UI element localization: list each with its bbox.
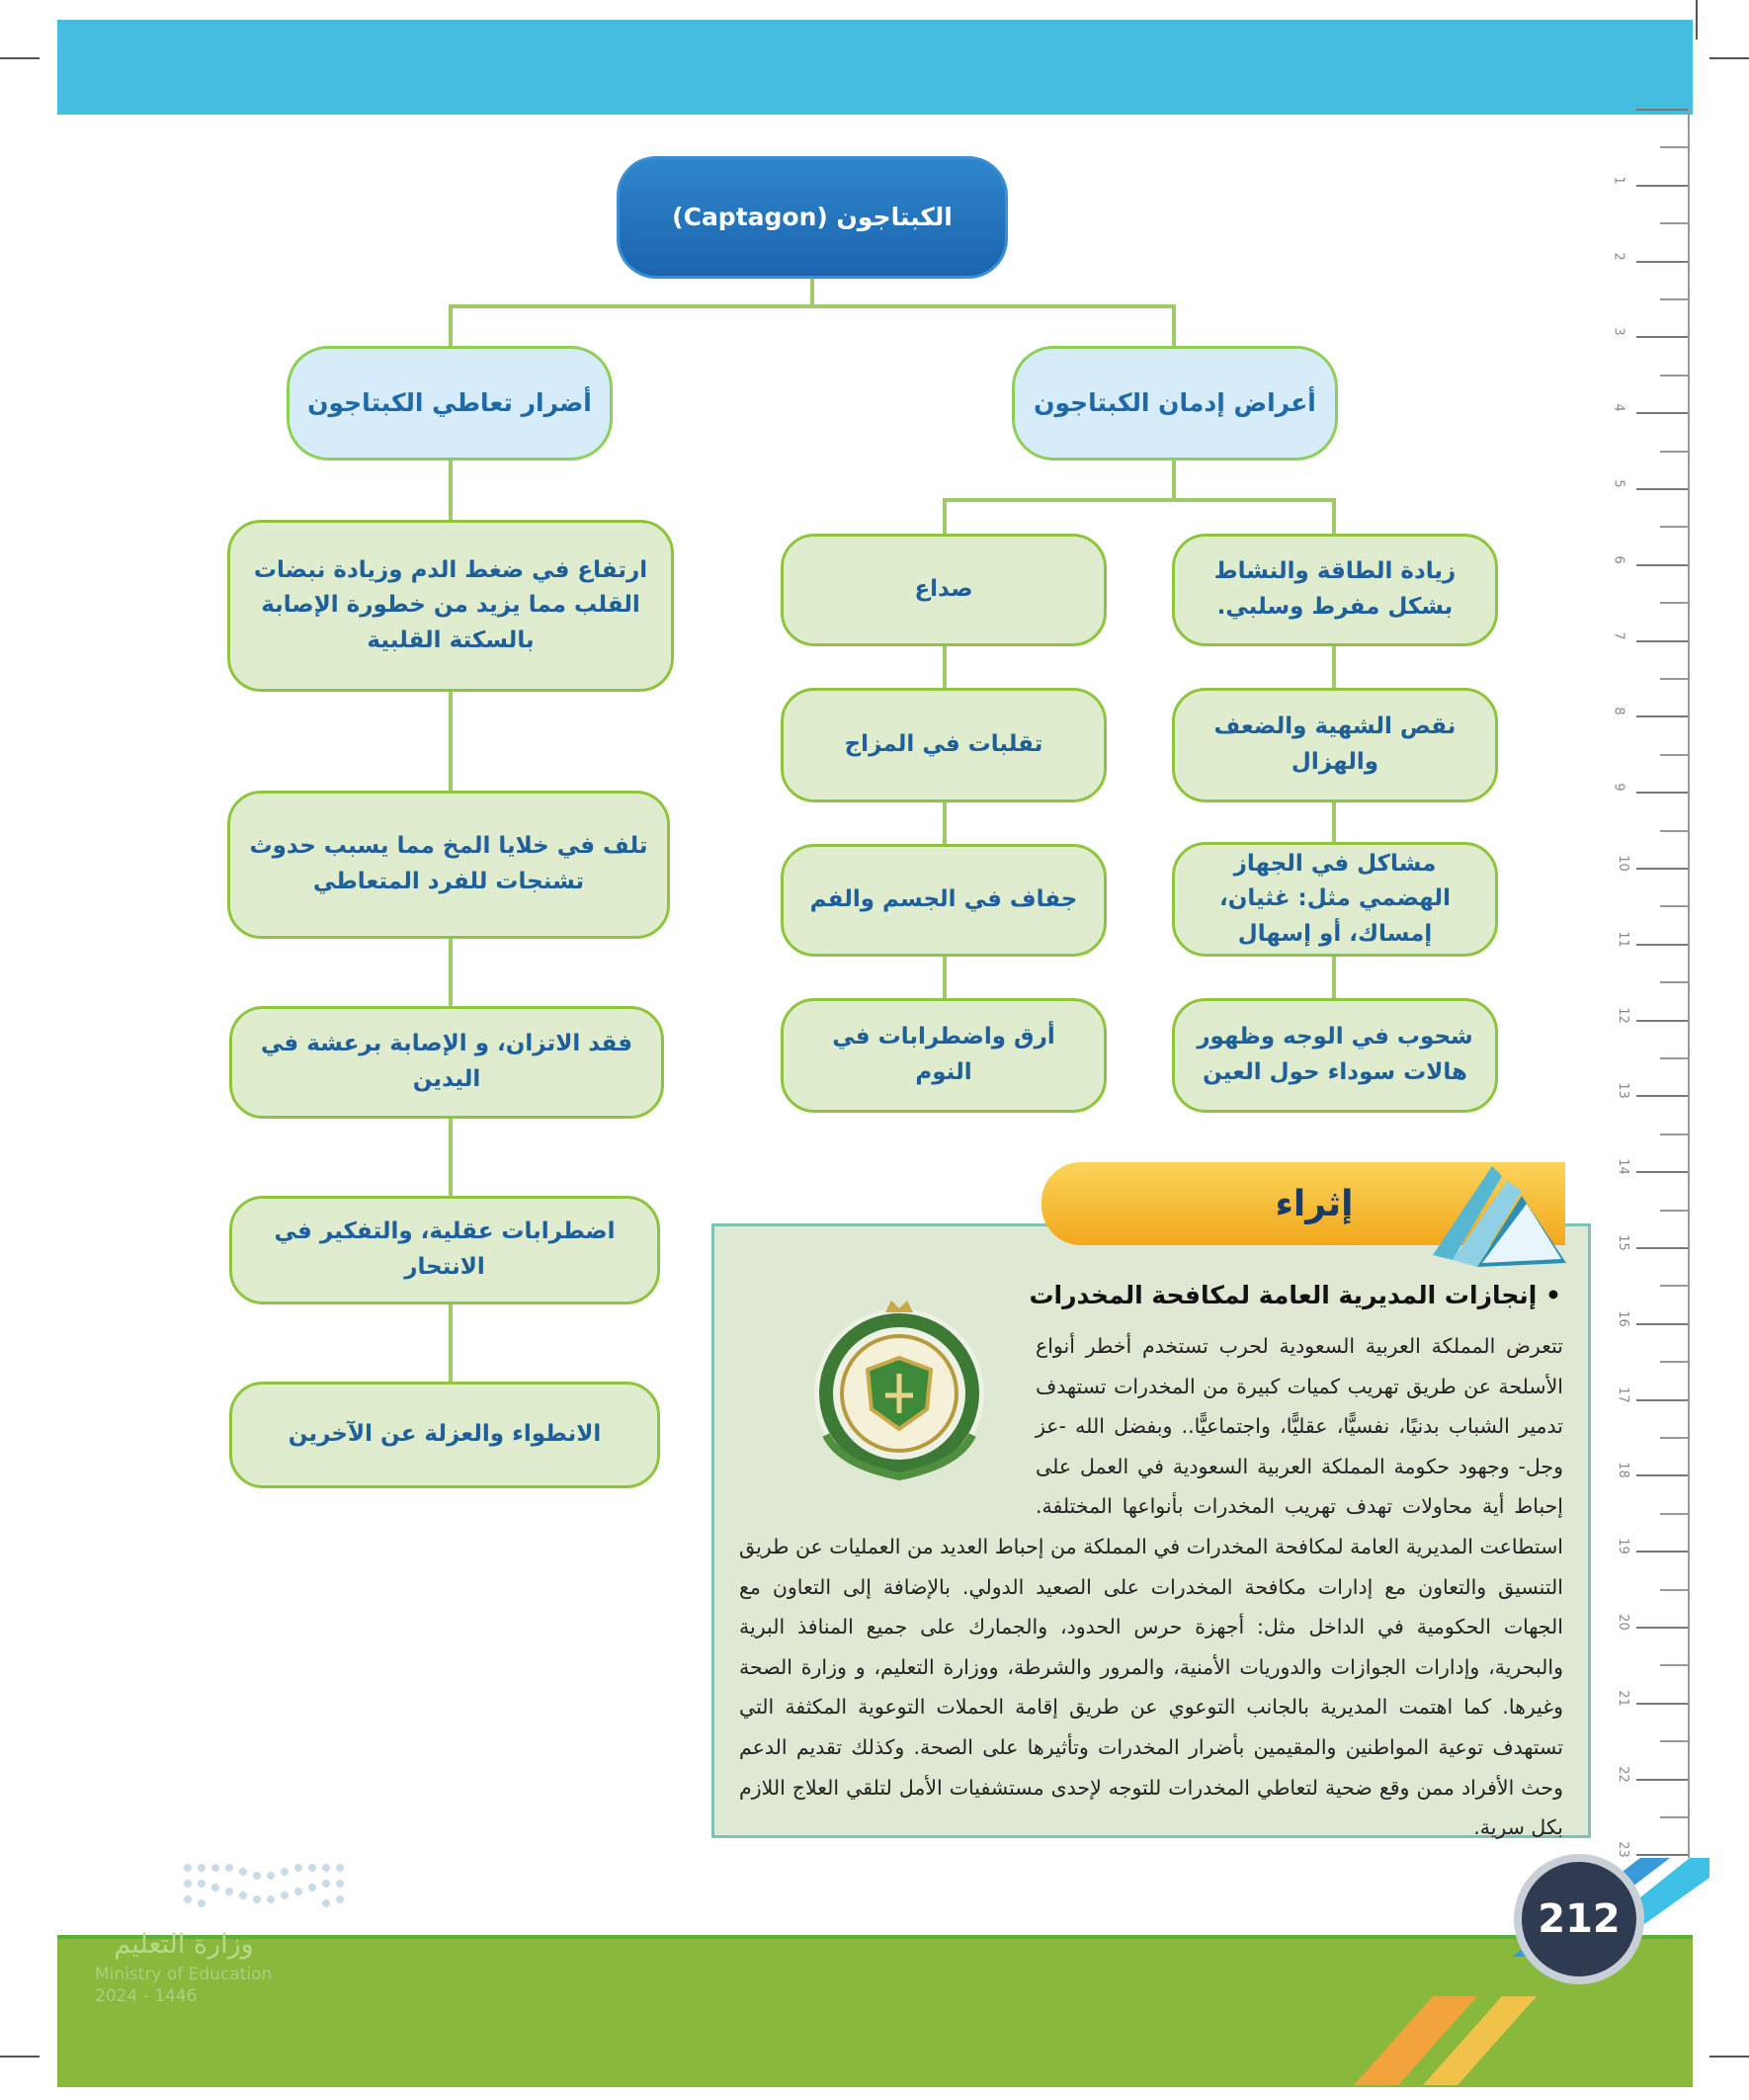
ruler-tick [1660,451,1688,453]
ruler-tick [1636,1399,1688,1401]
ruler-tick [1660,754,1688,756]
ruler-tick [1660,298,1688,300]
ruler-number: 22 [1615,1765,1630,1783]
ruler-tick [1636,1627,1688,1629]
ruler-tick [1636,1171,1688,1173]
ruler-number: 19 [1615,1538,1630,1554]
ruler-number: 6 [1611,555,1626,564]
ruler-number: 14 [1615,1158,1630,1175]
ruler-tick [1636,792,1688,794]
ruler-tick [1636,1551,1688,1553]
top-header-bar [57,20,1693,115]
connector-line [943,800,947,844]
ruler-tick [1660,981,1688,983]
crop-mark [0,2056,40,2058]
ruler-number: 18 [1615,1462,1630,1479]
ruler-tick [1660,375,1688,377]
ruler-tick [1660,1816,1688,1818]
open-book-icon [1423,1136,1571,1275]
ruler-tick [1660,678,1688,680]
harm-item: ارتفاع في ضغط الدم وزيادة نبضات القلب مما يزيد من خطورة الإصابة بالسكتة القلبية [227,520,674,692]
symptom-item: زيادة الطاقة والنشاط بشكل مفرط وسلبي. [1172,534,1498,646]
crop-mark [1696,0,1698,40]
enrichment-heading: • إنجازات المديرية العامة لمكافحة المخدرات [1029,1281,1561,1309]
ruler-tick [1636,261,1688,263]
ruler-tick [1636,1323,1688,1325]
ruler-number: 4 [1611,403,1626,412]
ruler-tick [1660,1210,1688,1212]
ruler-tick [1636,1095,1688,1097]
connector-line [943,644,947,688]
symptom-item: نقص الشهية والضعف والهزال [1172,688,1498,802]
ministry-name-english: Ministry of Education [95,1965,273,1984]
ruler-tick [1636,1703,1688,1705]
ruler-tick [1636,109,1688,111]
ruler-tick [1660,1589,1688,1591]
symptom-item: جفاف في الجسم والفم [781,844,1107,957]
crop-mark [0,57,40,59]
connector-line [449,937,453,1006]
ruler-number: 10 [1615,855,1630,872]
ruler-tick [1636,336,1688,338]
ruler-number: 21 [1615,1690,1630,1707]
ruler-tick [1636,1779,1688,1781]
diagram-root-node: الكبتاجون (Captagon) [617,156,1008,279]
ruler-tick [1660,526,1688,528]
ruler-tick [1660,1740,1688,1742]
ruler-tick [1660,905,1688,907]
symptom-item: مشاكل في الجهاز الهضمي مثل: غثيان، إمساك، أو إسهال [1172,842,1498,957]
ruler-number: 23 [1615,1841,1630,1859]
ruler-number: 13 [1615,1082,1630,1100]
ruler-tick [1660,1285,1688,1287]
side-ruler [1601,109,1690,1858]
harm-item: الانطواء والعزلة عن الآخرين [229,1382,660,1488]
harm-item: اضطرابات عقلية، والتفكير في الانتحار [229,1196,660,1304]
ruler-tick [1660,1437,1688,1439]
ruler-tick [1636,1247,1688,1249]
ruler-tick [1636,868,1688,870]
ruler-tick [1660,602,1688,604]
ruler-tick [1660,146,1688,148]
connector-line [1172,304,1176,346]
connector-line [943,498,1336,502]
ruler-tick [1660,1057,1688,1059]
ruler-number: 20 [1615,1614,1630,1631]
symptom-item: شحوب في الوجه وظهور هالات سوداء حول العين [1172,998,1498,1113]
ruler-number: 7 [1611,630,1626,640]
page-number-badge: 212 [1514,1854,1644,1984]
crop-mark [1709,2056,1749,2058]
ruler-tick [1636,1474,1688,1476]
ministry-logo-dots-icon [178,1858,356,1927]
ruler-number: 8 [1611,707,1626,716]
ruler-tick [1636,564,1688,566]
ruler-tick [1636,488,1688,490]
ruler-number: 5 [1611,479,1626,488]
ruler-tick [1636,640,1688,642]
enrichment-paragraph: تتعرض المملكة العربية السعودية لحرب تستخدم أخطر أنواع الأسلحة عن طريق تهريب كميات كبيرة من المخدرات تستهدف تدمير الشباب بدنيًا، نفسيًّا، عقليًّا، واجتماعيًّا.. وبفضل الله -عز وجل- وجهود حكومة المملكة العربية السعودية في العمل على إحباط أية محاولات تهدف تهريب المخدرات بأنواعها المختلفة. استطاعت المديرية العامة لمكافحة المخدرات في المملكة من إحباط العديد من العمليات عن طريق التنسيق والتعاون مع إدارات مكافحة المخدرات على الصعيد الدولي. بالإضافة إلى التعاون مع الجهات الحكومية في الداخل مثل: أجهزة حرس الحدود، والجمارك على جميع المنافذ البرية والبحرية، وإدارات الجوازات والدوريات الأمنية، والمرور والشرطة، ووزارة التعليم، و وزارة الصحة وغيرها. كما اهتمت المديرية بالجانب التوعوي عن طريق إقامة الحملات التوعوية المكثفة التي تستهدف توعية المواطنين والمقيمين بأضرار المخدرات وتأثيرها على الصحة. وكذلك تقديم الدعم وحث الأفراد ممن وقع ضحية لتعاطي المخدرات للتوجه لإحدى مستشفيات الأمل لتلقي العلاج اللازم بكل سرية. [739,1334,1563,1840]
connector-line [1332,800,1336,842]
connector-line [943,955,947,998]
symptom-item: أرق واضطرابات في النوم [781,998,1107,1113]
harm-item: فقد الاتزان، و الإصابة برعشة في اليدين [229,1006,664,1119]
ministry-name-arabic: وزارة التعليم [114,1929,254,1960]
ruler-tick [1660,1361,1688,1363]
ruler-tick [1636,944,1688,946]
ruler-number: 11 [1615,931,1630,948]
ruler-number: 9 [1611,783,1626,792]
connector-line [1172,461,1176,500]
connector-line [1332,955,1336,998]
connector-line [449,1302,453,1382]
ruler-tick [1636,185,1688,187]
crop-mark [1709,57,1749,59]
ruler-number: 1 [1611,176,1626,185]
symptom-item: صداع [781,534,1107,646]
connector-line [1332,498,1336,534]
ruler-number: 15 [1615,1234,1630,1251]
ruler-number: 17 [1615,1386,1630,1403]
ministry-year: 2024 - 1446 [95,1986,198,2006]
ruler-tick [1660,830,1688,832]
ruler-tick [1660,222,1688,224]
ruler-number: 16 [1615,1310,1630,1327]
connector-line [449,304,453,346]
connector-line [449,690,453,791]
symptom-item: تقلبات في المزاج [781,688,1107,802]
ruler-tick [1660,1134,1688,1135]
connector-line [943,498,947,534]
connector-line [449,304,1176,308]
enrichment-label: إثراء [1275,1183,1354,1224]
ruler-tick [1660,1513,1688,1515]
ruler-tick [1636,1020,1688,1022]
ruler-number: 3 [1611,327,1626,337]
ruler-number: 2 [1611,251,1626,261]
category-symptoms: أعراض إدمان الكبتاجون [1012,346,1338,461]
ruler-tick [1636,412,1688,414]
ruler-number: 12 [1615,1006,1630,1024]
harm-item: تلف في خلايا المخ مما يسبب حدوث تشنجات للفرد المتعاطي [227,791,670,939]
connector-line [449,461,453,520]
ruler-tick [1636,715,1688,717]
connector-line [1332,644,1336,688]
footer-decoration-stripes [1314,1838,1709,2085]
connector-line [810,279,814,306]
connector-line [449,1117,453,1196]
category-harms: أضرار تعاطي الكبتاجون [287,346,613,461]
ruler-tick [1660,1664,1688,1666]
